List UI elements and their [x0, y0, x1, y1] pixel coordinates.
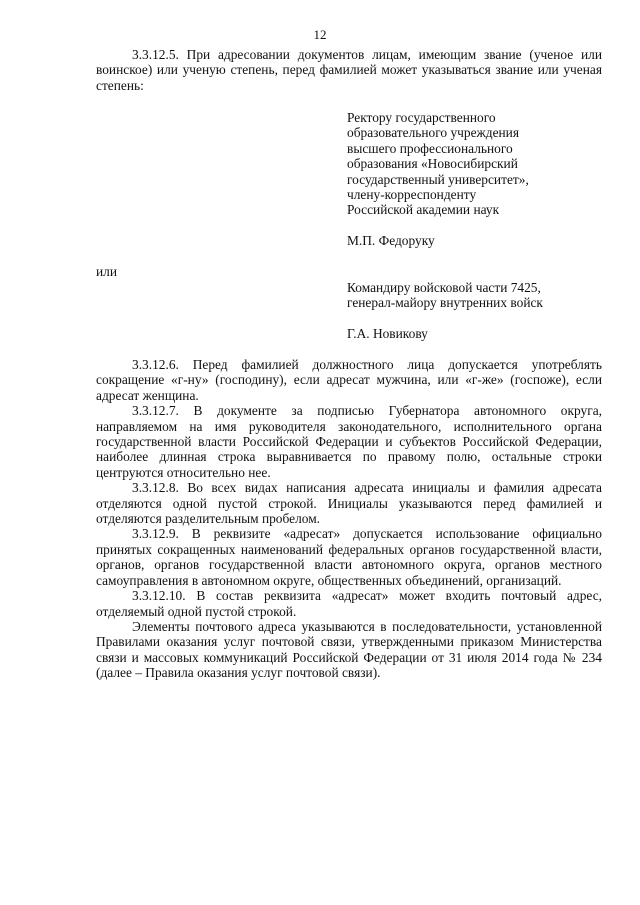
- section-3-3-12-5: [96, 47, 602, 93]
- addressee-line: образовательного учреждения: [347, 125, 520, 141]
- paragraph-3-3-12-6: 3.3.12.6. Перед фамилией должностного лица допускается употреблять сокращение «г-ну» (господину), если адресат мужчина, или «г-же» (госпоже), если адресат женщина.: [96, 357, 602, 403]
- addressee-line: Ректору государственного: [347, 110, 496, 125]
- addressee-name: М.П. Федоруку: [347, 232, 435, 248]
- paragraph-3-3-12-10: 3.3.12.10. В состав реквизита «адресат» может входить почтовый адрес, отделяемый одной пустой строкой.: [96, 588, 602, 619]
- addressee-line: члену-корреспонденту: [347, 187, 477, 203]
- addressee-example-2: [347, 280, 607, 341]
- paragraph-postal-elements: Элементы почтового адреса указываются в последовательности, установленной Правилами оказания услуг почтовой связи, утвержденными приказом Министерства связи и массовых коммуникаций Российской Федерации от 31 июля 2014 года № 234 (далее – Правила оказания услуг почтовой связи).: [96, 618, 602, 681]
- or-separator: или: [96, 264, 118, 279]
- addressee-name: Г.А. Новикову: [347, 325, 428, 341]
- addressee-example-1: [347, 110, 607, 248]
- addressee-line: Командиру войсковой части 7425,: [347, 280, 541, 295]
- addressee-line: Российской академии наук: [347, 202, 500, 218]
- paragraph-3-3-12-5: 3.3.12.5. При адресовании документов лицам, имеющим звание (ученое или воинское) или ученую степень, перед фамилией может указываться звание или ученая степень:: [96, 47, 602, 93]
- addressee-line: высшего профессионального: [347, 140, 513, 156]
- paragraph-3-3-12-9: 3.3.12.9. В реквизите «адресат» допускается использование официально принятых сокращенных наименований федеральных органов государственной власти, органов, органов государственной власти автономного округа, органов местного самоуправления в автономном округе, общественных объединений, организаций.: [96, 526, 602, 588]
- addressee-line: образования «Новосибирский: [347, 156, 518, 172]
- page-number: 12: [313, 27, 327, 42]
- paragraph-3-3-12-7: 3.3.12.7. В документе за подписью Губернатора автономного округа, направляемом на имя руководителя законодательного, исполнительного органа государственной власти Российской Федерации и субъектов Российской Федерации, наиболее длинная строка выравнивается по правому полю, остальные строки центруются относительно нее.: [96, 403, 602, 480]
- addressee-line: генерал-майору внутренних войск: [347, 295, 543, 311]
- body-paragraphs: [96, 357, 602, 681]
- paragraph-3-3-12-8: 3.3.12.8. Во всех видах написания адресата инициалы и фамилия адресата отделяются одной пустой строкой. Инициалы указываются перед фамилией и отделяются разделительным пробелом.: [96, 480, 602, 527]
- addressee-line: государственный университет»,: [347, 171, 529, 187]
